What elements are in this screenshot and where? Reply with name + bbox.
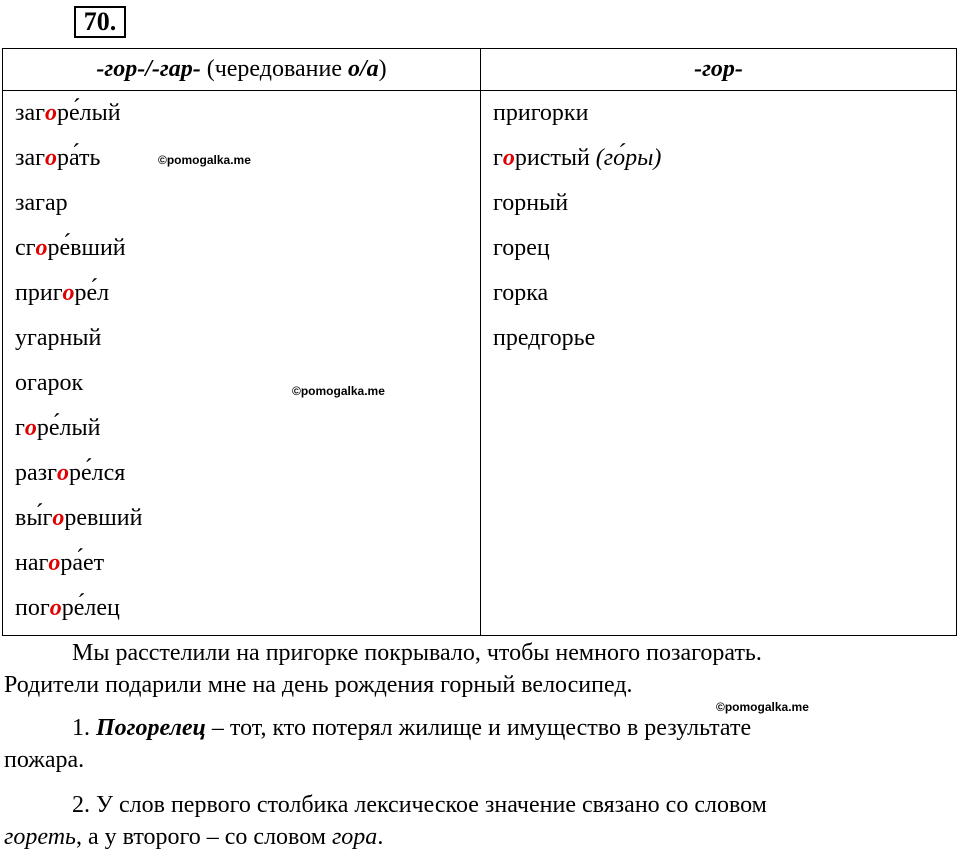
word-item: погоре́лец — [15, 595, 120, 621]
highlighted-vowel: о — [52, 505, 65, 531]
word-item: предгорье — [493, 325, 596, 351]
check-word-note: (го́ры) — [595, 145, 662, 171]
column-header-gor-gar: -гор-/-гар- (чередование о/а) — [3, 49, 481, 91]
word-item: пригорки — [493, 100, 589, 126]
word-item: горка — [493, 280, 549, 306]
watermark: ©pomogalka.me — [716, 700, 809, 714]
word-item: пригоре́л — [15, 280, 110, 306]
highlighted-vowel: о — [44, 100, 57, 126]
word-item: загар — [15, 190, 68, 216]
exercise-number: 70. — [74, 6, 126, 38]
paragraph-1-line-1: Мы расстелили на пригорке покрывало, чтобы немного позагорать. — [72, 640, 762, 666]
word-table — [2, 48, 957, 636]
column-header-gor: -гор- — [481, 49, 957, 91]
word-item: загоре́лый — [15, 100, 121, 126]
watermark: ©pomogalka.me — [292, 384, 385, 398]
word-item: горе́лый — [15, 415, 101, 441]
word-item: угарный — [15, 325, 102, 351]
column-gor — [481, 91, 957, 636]
word-item: огарок — [15, 370, 84, 396]
word-item: вы́горевший — [15, 505, 143, 531]
word-item: горец — [493, 235, 550, 261]
word-item: загора́ть — [15, 145, 101, 171]
highlighted-vowel: о — [49, 595, 62, 621]
word-list-2 — [481, 91, 956, 361]
highlighted-vowel: о — [62, 280, 75, 306]
highlighted-vowel: о — [35, 235, 48, 261]
word-item: нагора́ет — [15, 550, 105, 576]
paragraph-3-line-2: гореть, а у второго – со словом гора. — [4, 824, 384, 850]
highlighted-vowel: о — [48, 550, 61, 576]
paragraph-1-line-2: Родители подарили мне на день рождения горный велосипед. — [4, 672, 633, 698]
highlighted-vowel: о — [44, 145, 57, 171]
highlighted-vowel: о — [502, 145, 515, 171]
paragraph-2-line-2: пожара. — [4, 747, 85, 773]
word-list-1 — [3, 91, 480, 631]
word-item: горный — [493, 190, 569, 216]
term-pogorelets: Погорелец — [96, 715, 206, 741]
highlighted-vowel: о — [24, 415, 37, 441]
watermark: ©pomogalka.me — [158, 153, 251, 167]
column-gor-gar — [3, 91, 481, 636]
highlighted-vowel: о — [56, 460, 69, 486]
paragraph-2-line-1: 1. Погорелец – тот, кто потерял жилище и имущество в результате — [72, 715, 752, 741]
word-item: гористый (го́ры) — [493, 145, 662, 171]
word-item: разгоре́лся — [15, 460, 126, 486]
paragraph-3-line-1: 2. У слов первого столбика лексическое значение связано со словом — [72, 792, 767, 818]
word-item: сгоре́вший — [15, 235, 126, 261]
